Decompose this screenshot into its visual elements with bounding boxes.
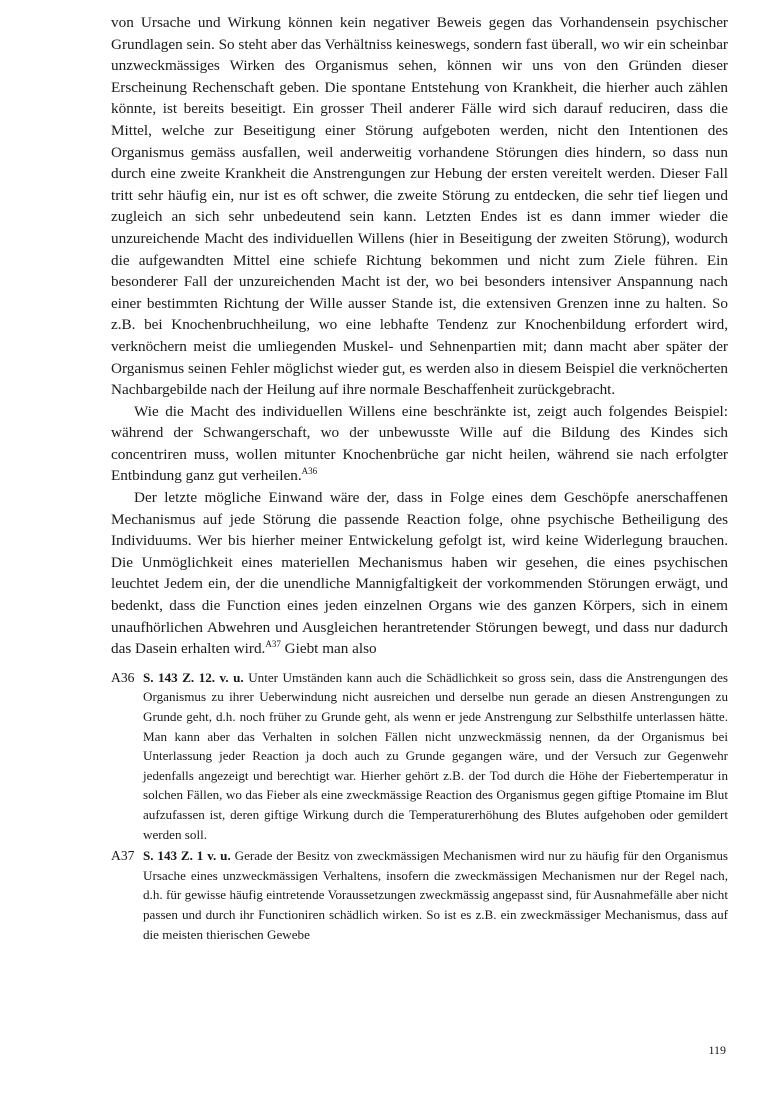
- endnote-body: [143, 668, 728, 844]
- footnote-marker-a36: A36: [301, 466, 318, 477]
- endnote-a37: [111, 846, 728, 944]
- paragraph-3: [111, 487, 728, 660]
- footnote-marker-a37: A37: [265, 639, 281, 650]
- endnote-label: A36: [111, 669, 135, 685]
- endnote-a36: [111, 668, 728, 844]
- paragraph-3-tail: Giebt man also: [280, 640, 377, 658]
- endnotes: [111, 668, 728, 944]
- paragraph-3-text: Der letzte mögliche Einwand wäre der, dass in Folge eines dem Geschöpfe anerschaffenen Mechanismus auf jede Störung die passende Reaction folge, ohne psychische Betheiligung des Individuums. Wer bis hierher meiner Entwickelung gefolgt ist, wird keine Widerlegung brauchen. Die Unmöglichkeit eines materiellen Mechanismus haben wir gesehen, die eines psychischen leuchtet Jedem ein, der die unendliche Mannigfaltigkeit der vorkommenden Störungen erwägt, und bedenkt, dass die Function eines jeden einzelnen Organs wie des ganzen Körpers, sich in einem unaufhörlichen Abwehren und Ausgleichen herantretender Störungen bewegt, und dass nur dadurch das Dasein erhalten wird.: [111, 489, 728, 658]
- paragraph-1: von Ursache und Wirkung können kein negativer Beweis gegen das Vorhandensein psychischer Grundlagen sein. So steht aber das Verhältniss keineswegs, sondern fast überall, wo wir ein scheinbar unzweckmässiges Wirken des Organismus sehen, können wir uns von den Gründen dieser Erscheinung Rechenschaft geben. Die spontane Entstehung von Krankheit, die hierher auch zählen könnte, ist bereits beseitigt. Ein grosser Theil anderer Fälle wird sich darauf reduciren, dass die Mittel, welche zur Beseitigung einer Störung aufgeboten werden, nicht den Intentionen des Organismus gemäss ausfallen, weil anderweitig vorhandene Störungen dies hindern, so dass nun durch eine zweite Krankheit die Anstrengungen zur Hebung der ersten vereitelt werden. Dieser Fall tritt sehr häufig ein, nur ist es oft schwer, die zweite Störung zu entdecken, die sehr tief liegen und zugleich an sich sehr unbedeutend sein kann. Letzten Endes ist es dann immer wieder die unzureichende Macht des individuellen Willens (hier in Beseitigung der zweiten Störung), wodurch die aufgewandten Mittel eine schiefe Richtung bekommen und nicht zum Ziele führen. Ein besonderer Fall der unzureichenden Macht ist der, wo bei besonders intensiver Anspannung nach einer bestimmten Richtung der Wille ausser Stande ist, die extensiven Grenzen inne zu halten. So z.B. bei Knochenbruchheilung, wo eine lebhafte Tendenz zur Knochenbildung erfordert wird, verknöchern meist die umliegenden Muskel- und Sehnenpartien mit; dann macht aber später der Organismus seinen Fehler möglichst wieder gut, es werden also in diesem Beispiel die verknöcherten Nachbargebilde nach der Heilung auf ihre normale Beschaffenheit zurückgebracht.: [111, 14, 728, 399]
- endnote-reference: S. 143 Z. 12. v. u.: [143, 669, 244, 685]
- page-number: 119: [708, 1043, 726, 1057]
- paragraph-2-text: Wie die Macht des individuellen Willens eine beschränkte ist, zeigt auch folgendes Beispiel: während der Schwangerschaft, wo der unbewusste Wille auf die Bildung des Kindes sich concentriren muss, wollen mitunter Knochenbrüche gar nicht heilen, während sie nach erfolgter Entbindung ganz gut verheilen.: [111, 402, 728, 485]
- book-page: [111, 12, 728, 946]
- endnote-body: [143, 846, 728, 944]
- main-text: [111, 12, 728, 660]
- endnote-label: A37: [111, 848, 135, 864]
- endnote-reference: S. 143 Z. 1 v. u.: [143, 848, 231, 864]
- endnote-text: Gerade der Besitz von zweckmässigen Mechanismen wird nur zu häufig für den Organismus Ursache eines unzweckmässigen Verhaltens, insofern die zweckmässigen Mechanismen nur der Regel nach, d.h. für gewisse häufig eintretende Voraussetzungen zweckmässig angepasst sind, für Ausnahmefälle aber nicht passen und durch ihr Functioniren schädlich wirken. So ist es z.B. ein zweckmässiger Mechanismus, dass auf die meisten thierischen Gewebe: [143, 848, 728, 942]
- paragraph-2: [111, 401, 728, 487]
- endnote-text: Unter Umständen kann auch die Schädlichkeit so gross sein, dass die Anstrengungen des Organismus zu ihrer Ueberwindung nicht ausreichen und derselbe nun gerade an diesen Anstrengungen zu Grunde geht, d.h. noch früher zu Grunde geht, als wenn er jede Anstrengung zur Selbsthilfe unterlassen hätte. Man kann aber das Verhalten in solchen Fällen nicht unzweckmässig nennen, da der Organismus bei Unterlassung jeder Reaction ja doch auch zu Grunde gegangen wäre, und der Versuch zur Gegenwehr jedenfalls angezeigt und berechtigt war. Hierher gehört z.B. der Tod durch die Höhe der Fiebertemperatur in solchen Fällen, wo das Fieber als eine zweckmässige Reaction des Organismus gegen giftige Ptomaine im Blut aufzufassen ist, deren giftige Wirkung durch die Temperaturerhöhung des Blutes aufgehoben oder gemildert werden soll.: [143, 669, 728, 842]
